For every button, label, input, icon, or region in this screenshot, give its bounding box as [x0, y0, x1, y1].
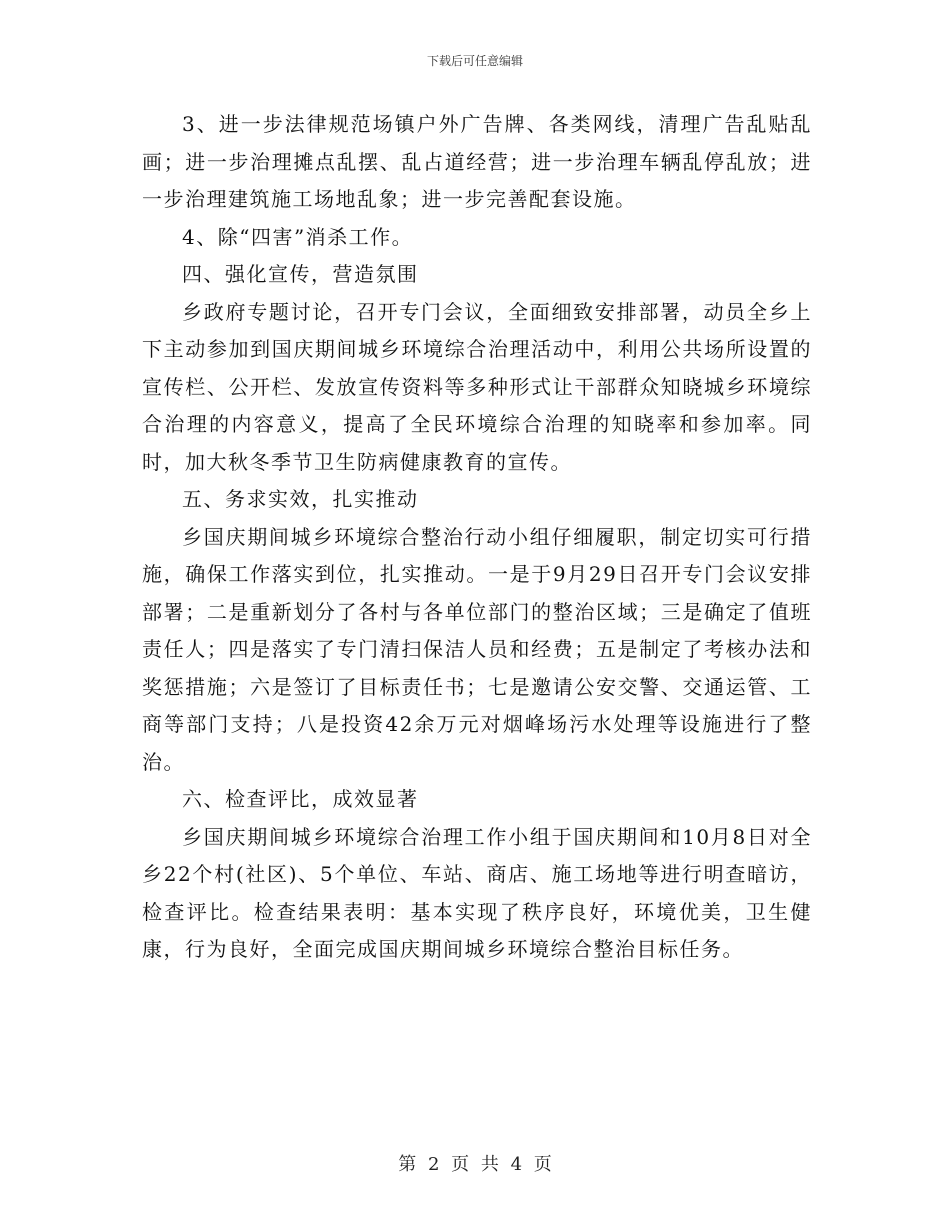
paragraph-publicity: 乡政府专题讨论，召开专门会议，全面细致安排部署，动员全乡上下主动参加到国庆期间城乡环境综合治理活动中，利用公共场所设置的宣传栏、公开栏、发放宣传资料等多种形式让干部群众知晓城乡环境综合治理的内容意义，提高了全民环境综合治理的知晓率和参加率。同时，加大秋冬季节卫生防病健康教育的宣传。	[142, 299, 812, 474]
paragraph-item-3: 3、进一步法律规范场镇户外广告牌、各类网线，清理广告乱贴乱画；进一步治理摊点乱摆、乱占道经营；进一步治理车辆乱停乱放；进一步治理建筑施工场地乱象；进一步完善配套设施。	[142, 112, 812, 211]
page-number: 第 2 页 共 4 页	[398, 1154, 552, 1175]
paragraph-item-4: 4、除“四害”消杀工作。	[182, 224, 414, 249]
paragraph-implementation: 乡国庆期间城乡环境综合整治行动小组仔细履职，制定切实可行措施，确保工作落实到位，扎实推动。一是于9月29日召开专门会议安排部署；二是重新划分了各村与各单位部门的整治区域；三是确定了值班责任人；四是落实了专门清扫保洁人员和经费；五是制定了考核办法和奖惩措施；六是签订了目标责任书；七是邀请公安交警、交通运管、工商等部门支持；八是投资42余万元对烟峰场污水处理等设施进行了整治。	[142, 524, 812, 774]
section-heading-5: 五、务求实效，扎实推动	[182, 487, 419, 511]
section-heading-6: 六、检查评比，成效显著	[182, 787, 419, 811]
page-header: 下载后可任意编辑	[426, 54, 523, 68]
paragraph-inspection: 乡国庆期间城乡环境综合治理工作小组于国庆期间和10月8日对全乡22个村(社区)、5个单位、车站、商店、施工场地等进行明查暗访，检查评比。检查结果表明：基本实现了秩序良好，环境优美，卫生健康，行为良好，全面完成国庆期间城乡环境综合整治目标任务。	[142, 824, 812, 961]
document-body	[142, 106, 812, 969]
section-heading-4: 四、强化宣传，营造氛围	[182, 262, 419, 286]
